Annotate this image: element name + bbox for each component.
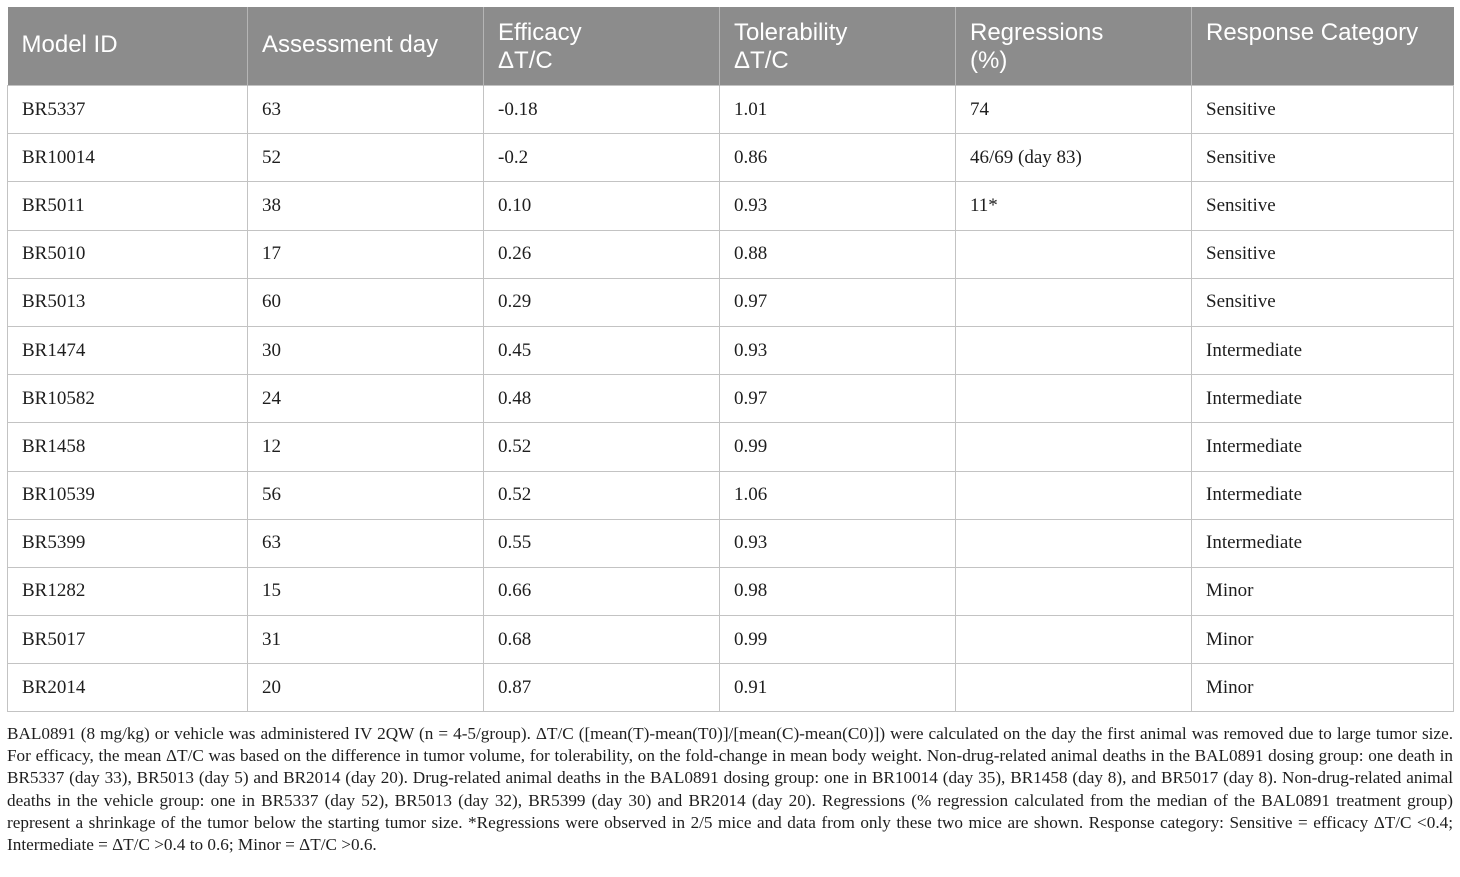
cell-model-id: BR5337 [8,86,248,134]
cell-tolerability: 0.91 [720,664,956,712]
cell-assessment-day: 31 [248,616,484,664]
table-row [8,182,1454,230]
table-row [8,519,1454,567]
cell-response-category: Sensitive [1192,230,1454,278]
table-row [8,230,1454,278]
cell-assessment-day: 52 [248,134,484,182]
cell-efficacy: 0.66 [484,567,720,615]
cell-model-id: BR10539 [8,471,248,519]
cell-assessment-day: 56 [248,471,484,519]
table-row [8,278,1454,326]
cell-regressions [956,471,1192,519]
cell-response-category: Minor [1192,567,1454,615]
table-body [8,86,1454,712]
header-row [8,7,1454,86]
cell-efficacy: 0.48 [484,375,720,423]
cell-response-category: Sensitive [1192,86,1454,134]
cell-efficacy: -0.18 [484,86,720,134]
table-row [8,567,1454,615]
cell-tolerability: 1.01 [720,86,956,134]
cell-efficacy: 0.52 [484,471,720,519]
cell-efficacy: 0.10 [484,182,720,230]
cell-assessment-day: 20 [248,664,484,712]
table-header [8,7,1454,86]
cell-response-category: Sensitive [1192,182,1454,230]
cell-tolerability: 0.86 [720,134,956,182]
cell-assessment-day: 17 [248,230,484,278]
cell-response-category: Intermediate [1192,519,1454,567]
results-table-container [7,7,1453,712]
cell-model-id: BR1458 [8,423,248,471]
cell-tolerability: 0.97 [720,375,956,423]
cell-model-id: BR10014 [8,134,248,182]
cell-regressions [956,519,1192,567]
cell-tolerability: 0.93 [720,326,956,374]
cell-regressions [956,664,1192,712]
cell-model-id: BR1282 [8,567,248,615]
cell-model-id: BR1474 [8,326,248,374]
cell-regressions: 11* [956,182,1192,230]
cell-regressions [956,567,1192,615]
cell-regressions [956,616,1192,664]
cell-response-category: Intermediate [1192,471,1454,519]
cell-response-category: Sensitive [1192,278,1454,326]
cell-efficacy: 0.87 [484,664,720,712]
cell-response-category: Intermediate [1192,326,1454,374]
cell-model-id: BR2014 [8,664,248,712]
cell-assessment-day: 63 [248,86,484,134]
cell-assessment-day: 12 [248,423,484,471]
cell-regressions: 46/69 (day 83) [956,134,1192,182]
table-row [8,86,1454,134]
table-row [8,664,1454,712]
table-footnote: BAL0891 (8 mg/kg) or vehicle was administered IV 2QW (n = 4-5/group). ΔT/C ([mean(T)-mean(T0)]/[mean(C)-mean(C0)]) were calculated on the day the first animal was removed due to large tumor size. For efficacy, the mean ΔT/C was based on the difference in tumor volume, for tolerability, on the fold-change in mean body weight. Non-drug-related animal deaths in the BAL0891 dosing group: one death in BR5337 (day 33), BR5013 (day 5) and BR2014 (day 20). Drug-related animal deaths in the BAL0891 dosing group: one in BR10014 (day 35), BR1458 (day 8), and BR5017 (day 8). Non-drug-related animal deaths in the vehicle group: one in BR5337 (day 52), BR5013 (day 32), BR5399 (day 30) and BR2014 (day 20). Regressions (% regression calculated from the median of the BAL0891 treatment group) represent a shrinkage of the tumor below the starting tumor size. *Regressions were observed in 2/5 mice and data from only these two mice are shown. Response category: Sensitive = efficacy ΔT/C <0.4; Intermediate = ΔT/C >0.4 to 0.6; Minor = ΔT/C >0.6. [7,724,1453,855]
cell-regressions [956,375,1192,423]
table-row [8,471,1454,519]
cell-model-id: BR5010 [8,230,248,278]
header-assessment-day: Assessment day [248,7,484,86]
cell-assessment-day: 15 [248,567,484,615]
cell-tolerability: 0.93 [720,182,956,230]
cell-tolerability: 0.97 [720,278,956,326]
cell-tolerability: 1.06 [720,471,956,519]
cell-efficacy: -0.2 [484,134,720,182]
cell-regressions [956,423,1192,471]
cell-model-id: BR5399 [8,519,248,567]
results-table [7,7,1454,712]
cell-tolerability: 0.99 [720,423,956,471]
cell-efficacy: 0.52 [484,423,720,471]
table-row [8,134,1454,182]
cell-model-id: BR10582 [8,375,248,423]
cell-assessment-day: 60 [248,278,484,326]
cell-response-category: Intermediate [1192,375,1454,423]
header-tolerability: Tolerability ΔT/C [720,7,956,86]
cell-model-id: BR5013 [8,278,248,326]
cell-model-id: BR5011 [8,182,248,230]
cell-response-category: Minor [1192,664,1454,712]
cell-regressions [956,230,1192,278]
cell-assessment-day: 63 [248,519,484,567]
cell-efficacy: 0.29 [484,278,720,326]
header-model-id: Model ID [8,7,248,86]
cell-tolerability: 0.88 [720,230,956,278]
table-row [8,423,1454,471]
cell-regressions [956,326,1192,374]
header-regressions: Regressions (%) [956,7,1192,86]
cell-response-category: Intermediate [1192,423,1454,471]
cell-response-category: Minor [1192,616,1454,664]
header-efficacy: Efficacy ΔT/C [484,7,720,86]
cell-regressions [956,278,1192,326]
cell-tolerability: 0.93 [720,519,956,567]
cell-model-id: BR5017 [8,616,248,664]
cell-efficacy: 0.55 [484,519,720,567]
cell-tolerability: 0.98 [720,567,956,615]
cell-assessment-day: 24 [248,375,484,423]
table-row [8,326,1454,374]
table-row [8,375,1454,423]
cell-efficacy: 0.45 [484,326,720,374]
cell-regressions: 74 [956,86,1192,134]
header-response-category: Response Category [1192,7,1454,86]
cell-efficacy: 0.68 [484,616,720,664]
cell-efficacy: 0.26 [484,230,720,278]
cell-tolerability: 0.99 [720,616,956,664]
table-row [8,616,1454,664]
cell-assessment-day: 38 [248,182,484,230]
cell-response-category: Sensitive [1192,134,1454,182]
cell-assessment-day: 30 [248,326,484,374]
